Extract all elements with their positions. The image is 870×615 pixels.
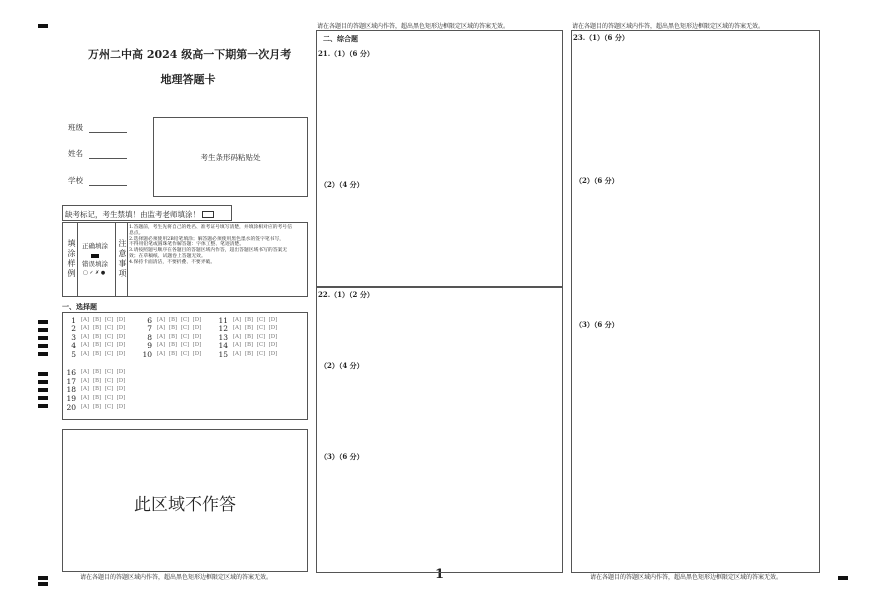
class-label: 班级 — [68, 123, 83, 132]
mcq-question-row — [214, 341, 279, 349]
mcq-option-bubble[interactable]: [C] — [104, 317, 114, 323]
mcq-question-row — [62, 385, 127, 393]
fill-example-label: 填涂样例 — [67, 239, 76, 279]
wrong-fill-marks: ▢ ✓ ✗ ● — [83, 270, 106, 276]
mcq-option-bubble[interactable]: [C] — [256, 334, 266, 340]
wrong-fill-label: 错误填涂 — [82, 260, 108, 268]
mcq-question-row — [138, 341, 203, 349]
notes-line: 3.请按照题号顺序在各题目的答题区域内作答，超出答题区域书写的答案无 — [129, 248, 288, 253]
column2-top-note: 请在各题目的答题区域内作答，超出黑色矩形边框限定区域的答案无效。 — [317, 23, 510, 30]
section2-heading: 二、综合题 — [323, 34, 358, 43]
class-field[interactable] — [68, 122, 127, 133]
mcq-option-bubble[interactable]: [B] — [92, 325, 102, 331]
mcq-option-bubble[interactable]: [D] — [116, 317, 126, 323]
mcq-option-bubble[interactable]: [D] — [116, 386, 126, 392]
mcq-question-row — [62, 394, 127, 402]
mcq-question-number: 17 — [66, 376, 76, 386]
mcq-option-bubble[interactable]: [C] — [256, 351, 266, 357]
mcq-question-number: 1 — [71, 315, 76, 325]
card-title: 地理答题卡 — [160, 73, 216, 86]
mcq-option-bubble[interactable]: [D] — [268, 317, 278, 323]
timing-mark — [38, 336, 48, 340]
page-number: 1 — [435, 567, 445, 582]
mcq-option-bubble[interactable]: [D] — [116, 369, 126, 375]
mcq-option-bubble[interactable]: [D] — [192, 334, 202, 340]
mcq-question-number: 13 — [218, 332, 228, 342]
mcq-option-bubble[interactable]: [B] — [168, 342, 178, 348]
mcq-option-bubble[interactable]: [A] — [232, 325, 242, 331]
position-mark-bottom-left-2 — [38, 582, 48, 586]
barcode-area — [153, 117, 308, 197]
name-input-line[interactable] — [89, 150, 127, 159]
mcq-option-bubble[interactable]: [C] — [104, 325, 114, 331]
mcq-option-bubble[interactable]: [A] — [232, 342, 242, 348]
mcq-option-bubble[interactable]: [A] — [80, 378, 90, 384]
mcq-option-bubble[interactable]: [A] — [80, 369, 90, 375]
mcq-option-bubble[interactable]: [A] — [156, 325, 166, 331]
timing-mark — [38, 320, 48, 324]
mcq-option-bubble[interactable]: [C] — [256, 317, 266, 323]
mcq-option-bubble[interactable]: [B] — [92, 351, 102, 357]
mcq-question-number: 10 — [142, 349, 152, 359]
mcq-option-bubble[interactable]: [A] — [80, 342, 90, 348]
mcq-option-bubble[interactable]: [B] — [244, 317, 254, 323]
absent-mark-text: 缺考标记，考生禁填！由监考老师填涂！ — [65, 210, 200, 219]
mcq-option-bubble[interactable]: [B] — [92, 395, 102, 401]
class-input-line[interactable] — [89, 124, 127, 133]
timing-mark — [38, 344, 48, 348]
mcq-option-bubble[interactable]: [D] — [116, 378, 126, 384]
mcq-option-bubble[interactable]: [C] — [104, 351, 114, 357]
timing-mark — [38, 388, 48, 392]
notes-left-divider — [115, 223, 116, 296]
mcq-option-bubble[interactable]: [D] — [268, 325, 278, 331]
q22-answer-box[interactable] — [316, 287, 563, 573]
school-label: 学校 — [68, 176, 83, 185]
mcq-option-bubble[interactable]: [D] — [268, 334, 278, 340]
mcq-heading: 一、选择题 — [62, 302, 97, 311]
school-field[interactable] — [68, 175, 127, 186]
mcq-question-number: 18 — [66, 384, 76, 394]
q23-part1-label: 23.（1）（6 分） — [573, 33, 629, 42]
mcq-option-bubble[interactable]: [B] — [168, 325, 178, 331]
mcq-question-number: 4 — [71, 340, 76, 350]
mcq-option-bubble[interactable]: [A] — [80, 386, 90, 392]
mcq-option-bubble[interactable]: [C] — [180, 351, 190, 357]
mcq-option-bubble[interactable]: [C] — [256, 325, 266, 331]
mcq-option-bubble[interactable]: [B] — [244, 351, 254, 357]
mcq-question-row — [138, 350, 203, 358]
mcq-option-bubble[interactable]: [B] — [92, 378, 102, 384]
mcq-question-number: 20 — [66, 402, 76, 412]
mcq-option-bubble[interactable]: [C] — [104, 395, 114, 401]
mcq-option-bubble[interactable]: [C] — [104, 386, 114, 392]
mcq-question-row — [214, 350, 279, 358]
mcq-option-bubble[interactable]: [B] — [244, 334, 254, 340]
mcq-option-bubble[interactable]: [C] — [104, 404, 114, 410]
mcq-option-bubble[interactable]: [A] — [80, 325, 90, 331]
mcq-option-bubble[interactable]: [A] — [156, 342, 166, 348]
mcq-option-bubble[interactable]: [D] — [116, 351, 126, 357]
notes-text — [129, 225, 307, 265]
mcq-option-bubble[interactable]: [B] — [168, 334, 178, 340]
mcq-question-number: 14 — [218, 340, 228, 350]
no-answer-zone — [62, 429, 308, 572]
notes-right-divider — [127, 223, 128, 296]
q23-part2-label: （2）（6 分） — [575, 176, 619, 185]
mcq-option-bubble[interactable]: [D] — [268, 351, 278, 357]
mcq-option-bubble[interactable]: [D] — [116, 342, 126, 348]
mcq-option-bubble[interactable]: [C] — [180, 317, 190, 323]
position-mark-top-left — [38, 24, 48, 28]
mcq-option-bubble[interactable]: [D] — [192, 342, 202, 348]
exam-title: 万州二中高 2024 级高一下期第一次月考 — [88, 48, 292, 61]
q22-part3-label: （3）（6 分） — [320, 452, 364, 461]
mcq-option-bubble[interactable]: [A] — [80, 334, 90, 340]
mcq-option-bubble[interactable]: [C] — [180, 325, 190, 331]
timing-mark — [38, 372, 48, 376]
mcq-question-number: 12 — [218, 323, 228, 333]
barcode-label: 考生条形码粘贴处 — [200, 153, 261, 162]
mcq-question-row — [62, 341, 127, 349]
notes-line: 不得用铅笔或圆珠笔作解答题：字体工整、笔迹清楚。 — [129, 242, 245, 248]
mcq-option-bubble[interactable]: [B] — [244, 325, 254, 331]
mcq-option-bubble[interactable]: [D] — [116, 395, 126, 401]
mcq-question-row — [62, 324, 127, 332]
mcq-option-bubble[interactable]: [A] — [232, 317, 242, 323]
q23-answer-box[interactable] — [571, 30, 820, 573]
mcq-option-bubble[interactable]: [A] — [156, 317, 166, 323]
notes-line: 4.保持卡面清洁，不要折叠、不要弄破。 — [129, 259, 216, 265]
name-label: 姓名 — [68, 149, 83, 158]
name-field[interactable] — [68, 148, 127, 159]
mcq-question-number: 7 — [147, 323, 152, 333]
mcq-option-bubble[interactable]: [D] — [192, 351, 202, 357]
mcq-option-bubble[interactable]: [C] — [256, 342, 266, 348]
mcq-question-number: 5 — [71, 349, 76, 359]
mcq-option-bubble[interactable]: [A] — [232, 334, 242, 340]
mcq-question-number: 19 — [66, 393, 76, 403]
mcq-option-bubble[interactable]: [B] — [92, 334, 102, 340]
position-mark-bottom-right — [838, 576, 848, 580]
mcq-question-number: 16 — [66, 367, 76, 377]
footer-note-left: 请在各题目的答题区域内作答，超出黑色矩形边框限定区域的答案无效。 — [80, 574, 273, 581]
mcq-option-bubble[interactable]: [B] — [168, 317, 178, 323]
mcq-option-bubble[interactable]: [D] — [116, 325, 126, 331]
mcq-option-bubble[interactable]: [D] — [268, 342, 278, 348]
timing-mark — [38, 328, 48, 332]
mcq-question-row — [214, 324, 279, 332]
mcq-question-row — [62, 350, 127, 358]
column3-top-note: 请在各题目的答题区域内作答，超出黑色矩形边框限定区域的答案无效。 — [572, 23, 765, 30]
position-mark-bottom-left — [38, 576, 48, 580]
notes-line: 1.答题前，考生先将自己的姓名、准考证号填写清楚，并填涂相对应的考号信 — [129, 225, 292, 230]
mcq-option-bubble[interactable]: [B] — [92, 369, 102, 375]
q21-part1-label: 21.（1）（6 分） — [318, 49, 374, 58]
mcq-option-bubble[interactable]: [D] — [116, 334, 126, 340]
school-input-line[interactable] — [89, 177, 127, 186]
mcq-option-bubble[interactable]: [C] — [104, 334, 114, 340]
mcq-option-bubble[interactable]: [B] — [92, 317, 102, 323]
q22-part2-label: （2）（4 分） — [320, 361, 364, 370]
notes-label: 注意事项 — [118, 239, 127, 279]
mcq-question-number: 15 — [218, 349, 228, 359]
mcq-question-number: 6 — [147, 315, 152, 325]
mcq-option-bubble[interactable]: [B] — [92, 404, 102, 410]
mcq-option-bubble[interactable]: [B] — [92, 386, 102, 392]
mcq-option-bubble[interactable]: [C] — [180, 334, 190, 340]
absent-checkbox[interactable] — [202, 211, 214, 218]
mcq-option-bubble[interactable]: [D] — [192, 325, 202, 331]
timing-mark — [38, 404, 48, 408]
correct-fill-mark — [91, 254, 99, 258]
q21-part2-label: （2）（4 分） — [320, 180, 364, 189]
q23-part3-label: （3）（6 分） — [575, 320, 619, 329]
timing-mark — [38, 380, 48, 384]
mcq-question-number: 11 — [218, 315, 228, 325]
mcq-option-bubble[interactable]: [D] — [116, 404, 126, 410]
mcq-question-number: 2 — [71, 323, 76, 333]
timing-mark — [38, 396, 48, 400]
mcq-question-number: 9 — [147, 340, 152, 350]
mcq-option-bubble[interactable]: [C] — [104, 378, 114, 384]
mcq-question-number: 8 — [147, 332, 152, 342]
mcq-question-row — [62, 403, 127, 411]
mcq-option-bubble[interactable]: [C] — [104, 369, 114, 375]
mcq-question-row — [62, 368, 127, 376]
mcq-option-bubble[interactable]: [A] — [80, 404, 90, 410]
mcq-question-number: 3 — [71, 332, 76, 342]
mcq-option-bubble[interactable]: [C] — [104, 342, 114, 348]
fill-example-divider — [77, 223, 78, 296]
mcq-option-bubble[interactable]: [A] — [156, 334, 166, 340]
correct-fill-label: 正确填涂 — [82, 242, 108, 250]
q22-part1-label: 22.（1）（2 分） — [318, 290, 374, 299]
mcq-option-bubble[interactable]: [B] — [168, 351, 178, 357]
mcq-option-bubble[interactable]: [A] — [232, 351, 242, 357]
mcq-option-bubble[interactable]: [A] — [80, 351, 90, 357]
mcq-option-bubble[interactable]: [D] — [192, 317, 202, 323]
mcq-option-bubble[interactable]: [C] — [180, 342, 190, 348]
absent-mark-box — [62, 205, 232, 221]
q21-answer-box[interactable] — [316, 30, 563, 287]
notes-line: 效；在草稿纸、试题卷上答题无效。 — [129, 253, 206, 259]
footer-note-right: 请在各题目的答题区域内作答，超出黑色矩形边框限定区域的答案无效。 — [590, 574, 783, 581]
mcq-option-bubble[interactable]: [A] — [156, 351, 166, 357]
mcq-option-bubble[interactable]: [A] — [80, 317, 90, 323]
notes-line: 2.选择题必须使用2B铅笔填涂；解答题必须使用黑色墨水的签字笔书写， — [129, 236, 285, 242]
mcq-option-bubble[interactable]: [B] — [92, 342, 102, 348]
notes-line: 息点。 — [129, 230, 144, 236]
timing-mark — [38, 352, 48, 356]
mcq-option-bubble[interactable]: [A] — [80, 395, 90, 401]
no-answer-zone-text: 此区域不作答 — [134, 495, 236, 515]
mcq-question-row — [138, 324, 203, 332]
instructions-box — [62, 222, 308, 297]
mcq-option-bubble[interactable]: [B] — [244, 342, 254, 348]
